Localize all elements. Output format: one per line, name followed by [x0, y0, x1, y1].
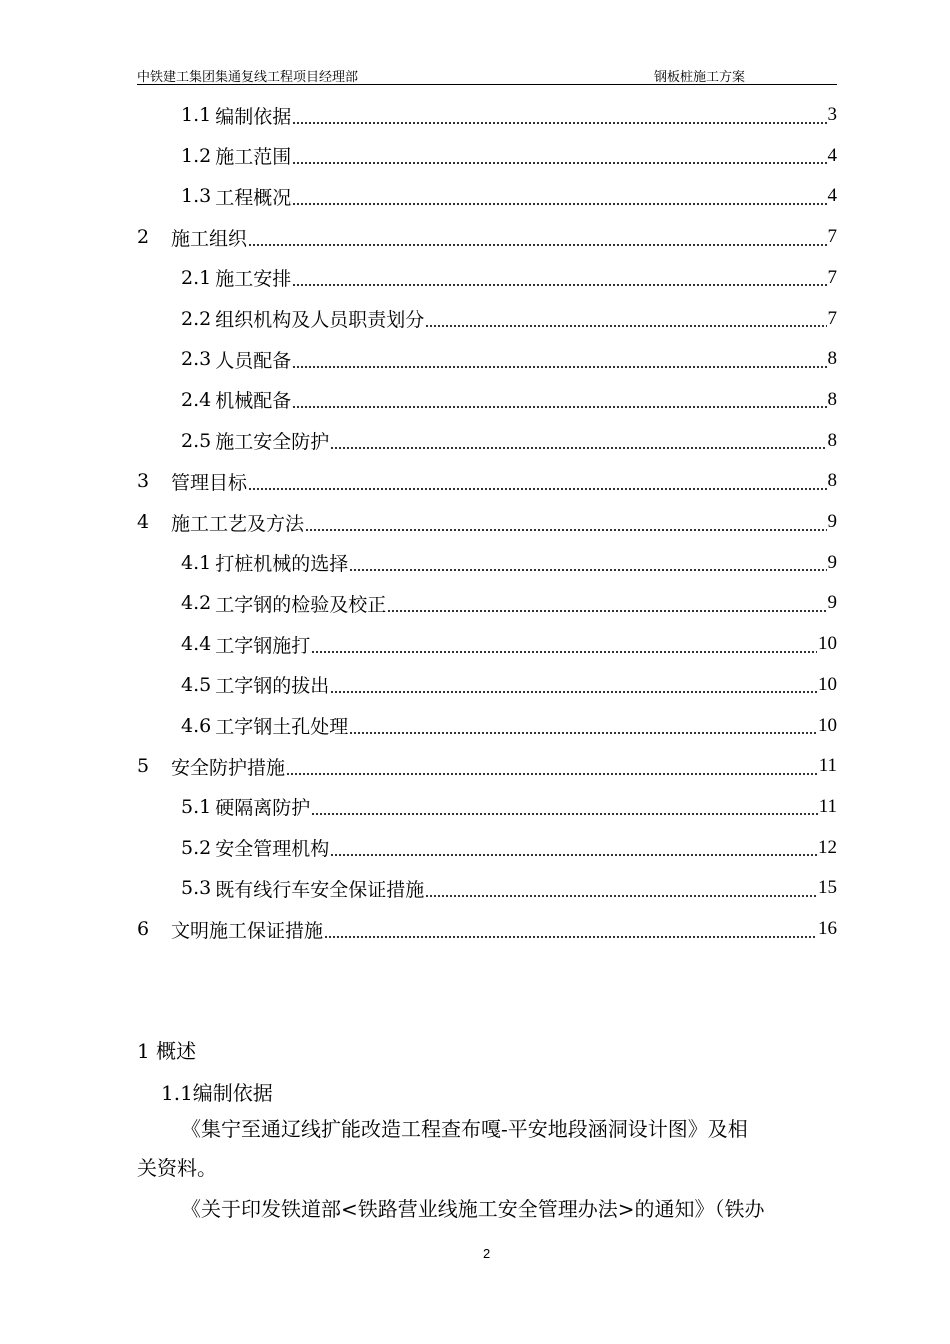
toc-dot-leader — [425, 879, 817, 898]
toc-entry[interactable] — [181, 176, 837, 216]
toc-entry-number: 1.1 — [181, 104, 212, 126]
toc-dot-leader — [292, 187, 826, 206]
toc-entry-page: 10 — [818, 633, 837, 655]
header-document-title: 钢板桩施工方案 — [654, 70, 746, 85]
toc-entry-page: 9 — [827, 551, 837, 573]
toc-dot-leader — [292, 350, 826, 369]
toc-entry[interactable] — [181, 665, 837, 705]
toc-dot-leader — [330, 675, 817, 694]
toc-entry-title: 工字钢的检验及校正 — [215, 593, 387, 616]
toc-entry-page: 8 — [827, 348, 837, 370]
toc-dot-leader — [324, 920, 817, 939]
toc-entry-number: 5.3 — [181, 877, 212, 900]
toc-entry[interactable] — [181, 380, 837, 420]
toc-entry[interactable] — [137, 502, 837, 542]
toc-entry[interactable] — [181, 868, 837, 908]
toc-entry-number: 4.1 — [181, 551, 212, 574]
toc-entry-number: 4.6 — [181, 714, 212, 737]
toc-dot-leader — [292, 268, 826, 287]
toc-entry[interactable] — [181, 624, 837, 664]
toc-entry-page: 15 — [818, 877, 837, 899]
toc-dot-leader — [292, 146, 826, 165]
toc-entry-page: 16 — [818, 918, 837, 939]
toc-entry[interactable] — [181, 136, 837, 176]
toc-entry[interactable] — [137, 746, 837, 786]
toc-entry-title: 文明施工保证措施 — [171, 919, 324, 942]
toc-entry-number: 4.4 — [181, 633, 212, 656]
toc-entry-number: 1.2 — [181, 144, 212, 167]
toc-dot-leader — [248, 228, 826, 247]
toc-dot-leader — [330, 838, 817, 857]
toc-entry-title: 管理目标 — [171, 471, 248, 494]
toc-entry-page: 8 — [827, 429, 837, 451]
toc-entry[interactable] — [181, 299, 837, 339]
toc-entry[interactable] — [181, 828, 837, 868]
toc-entry-title: 安全管理机构 — [215, 838, 330, 861]
toc-entry-page: 7 — [827, 266, 837, 288]
toc-entry-number: 2.1 — [181, 266, 212, 289]
toc-entry-number: 2.3 — [181, 348, 212, 371]
toc-entry[interactable] — [181, 706, 837, 746]
toc-entry[interactable] — [181, 543, 837, 583]
toc-entry-number: 2 — [137, 226, 150, 249]
toc-entry-number: 4 — [137, 511, 150, 533]
toc-entry-page: 10 — [818, 714, 837, 736]
toc-entry-title: 工字钢土孔处理 — [215, 716, 349, 738]
paragraph-2-line-1: 《关于印发铁道部<铁路营业线施工安全管理办法>的通知》（铁办 — [181, 1197, 765, 1221]
toc-dot-leader — [311, 635, 817, 654]
toc-entry-title: 安全防护措施 — [171, 756, 286, 779]
toc-entry-number: 2.4 — [181, 388, 212, 411]
toc-dot-leader — [330, 431, 826, 450]
toc-entry-page: 12 — [818, 836, 837, 858]
subsection-heading: 1.1编制依据 — [161, 1081, 273, 1105]
toc-entry-title: 编制依据 — [215, 105, 292, 128]
toc-entry[interactable] — [181, 95, 837, 135]
toc-dot-leader — [387, 594, 826, 613]
toc-entry-page: 8 — [827, 388, 837, 410]
paragraph-1-line-2: 关资料。 — [137, 1156, 217, 1180]
toc-entry-number: 4.2 — [181, 592, 212, 615]
toc-entry[interactable] — [137, 217, 837, 257]
toc-dot-leader — [305, 513, 826, 532]
toc-entry-number: 6 — [137, 918, 150, 940]
toc-entry[interactable] — [181, 258, 837, 298]
toc-dot-leader — [292, 390, 826, 409]
toc-entry-page: 11 — [818, 755, 837, 777]
toc-entry-title: 施工范围 — [215, 146, 292, 169]
toc-entry-title: 施工安全防护 — [215, 431, 330, 454]
toc-dot-leader — [349, 553, 826, 572]
toc-entry[interactable] — [181, 421, 837, 461]
toc-dot-leader — [425, 309, 826, 328]
toc-dot-leader — [311, 797, 817, 816]
toc-dot-leader — [292, 106, 826, 125]
toc-entry-page: 7 — [827, 226, 837, 248]
toc-entry-page: 9 — [827, 511, 837, 532]
toc-entry[interactable] — [181, 583, 837, 623]
toc-entry-title: 施工工艺及方法 — [171, 512, 305, 535]
toc-entry-title: 施工安排 — [215, 268, 292, 291]
header-organization: 中铁建工集团集通复线工程项目经理部 — [137, 70, 359, 85]
toc-entry-title: 施工组织 — [171, 227, 248, 250]
toc-entry-number: 1.3 — [181, 185, 212, 208]
toc-entry-page: 11 — [818, 795, 837, 817]
toc-entry-number: 3 — [137, 470, 150, 493]
section-heading: 1 概述 — [137, 1039, 197, 1063]
toc-entry-number: 4.5 — [181, 673, 212, 696]
toc-entry[interactable] — [137, 909, 837, 949]
toc-entry-title: 工程概况 — [215, 186, 292, 209]
toc-entry[interactable] — [181, 339, 837, 379]
toc-entry-number: 5.2 — [181, 836, 212, 859]
toc-entry-title: 硬隔离防护 — [215, 797, 311, 820]
toc-entry-title: 既有线行车安全保证措施 — [215, 878, 425, 901]
toc-entry-number: 5.1 — [181, 795, 212, 818]
toc-entry-page: 10 — [818, 673, 837, 695]
toc-entry-number: 5 — [137, 755, 150, 778]
toc-entry-page: 8 — [827, 470, 837, 492]
toc-entry-title: 工字钢施打 — [215, 634, 311, 657]
toc-entry-page: 3 — [827, 104, 837, 125]
toc-entry-title: 组织机构及人员职责划分 — [215, 309, 425, 331]
paragraph-1-line-1: 《集宁至通辽线扩能改造工程查布嘎-平安地段涵洞设计图》及相 — [181, 1117, 748, 1141]
toc-entry-number: 2.5 — [181, 429, 212, 452]
toc-entry-number: 2.2 — [181, 307, 212, 330]
toc-entry-page: 9 — [827, 592, 837, 614]
toc-entry-title: 打桩机械的选择 — [215, 553, 349, 576]
toc-entry-title: 机械配备 — [215, 390, 292, 413]
toc-entry[interactable] — [181, 787, 837, 827]
toc-entry-title: 人员配备 — [215, 349, 292, 372]
toc-entry-page: 7 — [827, 307, 837, 329]
toc-entry-title: 工字钢的拔出 — [215, 675, 330, 698]
toc-dot-leader — [349, 716, 817, 735]
page-number: 2 — [483, 1246, 491, 1261]
toc-dot-leader — [248, 472, 826, 491]
toc-entry[interactable] — [137, 461, 837, 501]
page-header — [137, 66, 837, 85]
toc-entry-page: 4 — [827, 185, 837, 207]
toc-dot-leader — [286, 757, 818, 776]
toc-entry-page: 4 — [827, 144, 837, 166]
